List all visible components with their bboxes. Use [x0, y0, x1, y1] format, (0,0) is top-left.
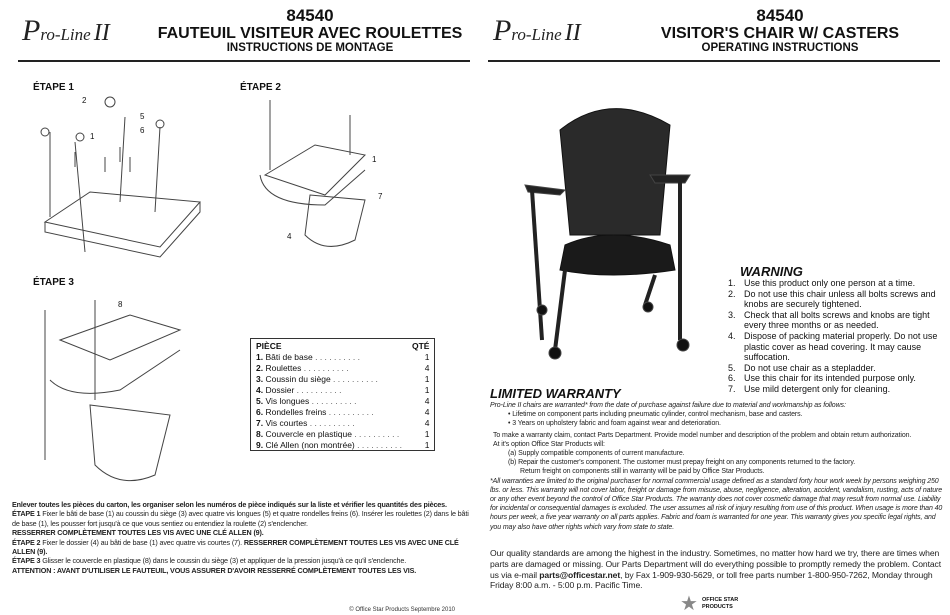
step3-heading: ÉTAPE 3	[33, 277, 74, 288]
header-rule-left	[18, 60, 470, 62]
part-name: 1. Bâti de base . . . . . . . . . .	[256, 351, 360, 362]
part-name: 9. Clé Allen (non montrée) . . . . . . . . . .	[256, 439, 402, 450]
callout-1: 1	[372, 155, 377, 164]
step1-heading: ÉTAPE 1	[33, 82, 74, 93]
page-title-en: VISITOR'S CHAIR W/ CASTERS	[660, 25, 900, 42]
part-qty: 1	[424, 373, 430, 384]
part-name: 2. Roulettes . . . . . . . . . .	[256, 362, 349, 373]
part-name: 3. Coussin du siège . . . . . . . . . .	[256, 373, 378, 384]
page-title-fr: FAUTEUIL VISITEUR AVEC ROULETTES	[157, 25, 463, 42]
copyright: © Office Star Products Septembre 2010	[349, 607, 455, 613]
warning-title: WARNING	[740, 264, 803, 279]
assembly-instructions: Enlever toutes les pièces du carton, les organiser selon les numéros de pièce indiqués sur la liste et vérifier les quantités des pièces. ÉTAPE 1 Fixer le bâti de base (1) au coussin du siège (3) avec quatre vis longues (5) et quatre rondelles freins (6). Insérer les roulettes (2) dans le bâti de base (1), les pousser fort jusqu'à ce que vous sentiez ou entendiez la roulette (2) s'enclencher. RESSERRER COMPLÈTEMENT TOUTES LES VIS AVEC UNE CLÉ ALLEN (9). ÉTAPE 2 Fixer le dossier (4) au bâti de base (1) avec quatre vis courtes (7). RESSERRER COMPLÈTEMENT TOUTES LES VIS AVEC UNE CLÉ ALLEN (9). ÉTAPE 3 Glisser le couvercle en plastique (8) dans le coussin du siège (3) et appliquer de la pression jusqu'à ce qu'il s'enclenche. ATTENTION : AVANT D'UTILISER LE FAUTEUIL, VOUS ASSURER D'AVOIR RESSERRÉ COMPLÈTEMENT TOUTES LES VIS.	[12, 500, 469, 575]
callout-8: 8	[118, 300, 123, 309]
header-rule-right	[488, 60, 940, 62]
callout-7: 7	[378, 192, 383, 201]
warranty-text: Pro-Line II chairs are warranted* from the date of purchase against failure due to material and workmanship as follows: • Lifetime on component parts including pneumatic cylinder, control mechanism, base and casters. • 3 Years on upholstery fabric and foam against wear and deterioration. To make a warranty claim, contact Parts Department. Provide model number and description of the problem and obtain return authorization. At it's option Office Star Products will: (a) Supply compatible components of current manufacture. (b) Repair the customer's component. The customer must prepay freight on any components returned to the factory. Return freight on components still in warranty will be paid by Office Star Products. *All warranties are limited to the original purchaser for normal commercial usage defined as a standard forty hour work week by persons weighing 250 lbs. or less. This warranty will not cover labor, freight or damage from misuse, abuse, negligence, alteration, accident, vandalism, rusting, acts of nature or any other event beyond the control of Office Star Products. The warranty does not cover cosmetic damage that may result from normal use. Liability for incidental or consequential damages is excluded. The user assumes all risk of injury resulting from use of this product. When usage is more than 40 hours per week, a five year warranty on all parts applies. Fabric and foam is warranted for one year. This warranty gives you specific legal rights, and you may also have other rights which vary from state to state.	[490, 402, 943, 531]
callout-2: 2	[82, 96, 87, 105]
part-qty: 4	[424, 395, 430, 406]
warning-item: 2. Do not use this chair unless all bolts screws and knobs are securely tightened.	[738, 289, 948, 310]
part-qty: 4	[424, 417, 430, 428]
step2-diagram	[255, 95, 385, 255]
parts-list	[250, 338, 435, 451]
part-qty: 1	[424, 351, 430, 362]
parts-row	[251, 417, 435, 428]
office-star-logo: ★ OFFICE STAR PRODUCTS	[680, 593, 739, 615]
part-name: 7. Vis courtes . . . . . . . . . .	[256, 417, 355, 428]
warning-list	[711, 278, 948, 395]
chair-photo	[520, 95, 700, 365]
callout-4: 4	[287, 232, 292, 241]
parts-email-link[interactable]: parts@officestar.net	[539, 569, 621, 580]
parts-row	[251, 395, 435, 406]
pro-line-logo-left: Pro-Line II	[22, 14, 110, 47]
warranty-title: LIMITED WARRANTY	[490, 386, 621, 401]
parts-row	[251, 362, 435, 373]
parts-row	[251, 439, 435, 451]
parts-row	[251, 373, 435, 384]
part-qty: 1	[424, 384, 430, 395]
warning-item: 5. Do not use chair as a stepladder.	[738, 363, 948, 374]
parts-header-qty: QTÉ	[412, 341, 430, 351]
step2-heading: ÉTAPE 2	[240, 82, 281, 93]
step3-diagram	[30, 290, 210, 490]
callout-6: 6	[140, 126, 145, 135]
model-number-fr: 84540	[286, 6, 334, 25]
parts-row	[251, 406, 435, 417]
parts-row	[251, 384, 435, 395]
warning-item: 1. Use this product only one person at a time.	[738, 278, 948, 289]
page-subtitle-en: OPERATING INSTRUCTIONS	[701, 42, 859, 54]
part-qty: 4	[424, 362, 430, 373]
star-icon: ★	[680, 593, 698, 615]
callout-1: 1	[90, 132, 95, 141]
step1-diagram	[30, 92, 230, 267]
warning-item: 6. Use this chair for its intended purpose only.	[738, 373, 948, 384]
warning-item: 7. Use mild detergent only for cleaning.	[738, 384, 948, 395]
quality-paragraph: Our quality standards are among the highest in the industry. Sometimes, no matter how hard we try, there are times when parts are damaged or missing. Our Parts Department will do everything possible to promptly remedy the problem. Contact us via e-mail parts@officestar.net, by Fax 1-909-930-5629, or toll free parts number 1-800-950-7262, Monday through Friday 8:00 a.m. - 5:00 p.m. Pacific Time.	[490, 548, 942, 591]
part-name: 5. Vis longues . . . . . . . . . .	[256, 395, 357, 406]
parts-row	[251, 351, 435, 362]
part-qty: 4	[424, 406, 430, 417]
part-name: 8. Couvercle en plastique . . . . . . . . . .	[256, 428, 400, 439]
warning-item: 4. Dispose of packing material properly. Do not use plastic cover as head covering. It may cause suffocation.	[738, 331, 948, 363]
callout-5: 5	[140, 112, 145, 121]
pro-line-logo-right: Pro-Line II	[493, 14, 581, 47]
part-qty: 1	[424, 428, 430, 439]
model-number-en: 84540	[756, 6, 804, 25]
parts-row	[251, 428, 435, 439]
parts-header-piece: PIÈCE	[256, 341, 282, 351]
part-qty: 1	[424, 439, 430, 450]
part-name: 6. Rondelles freins . . . . . . . . . .	[256, 406, 374, 417]
warning-item: 3. Check that all bolts screws and knobs are tight every three months or as needed.	[738, 310, 948, 331]
page-subtitle-fr: INSTRUCTIONS DE MONTAGE	[226, 42, 394, 54]
part-name: 4. Dossier . . . . . . . . . .	[256, 384, 342, 395]
